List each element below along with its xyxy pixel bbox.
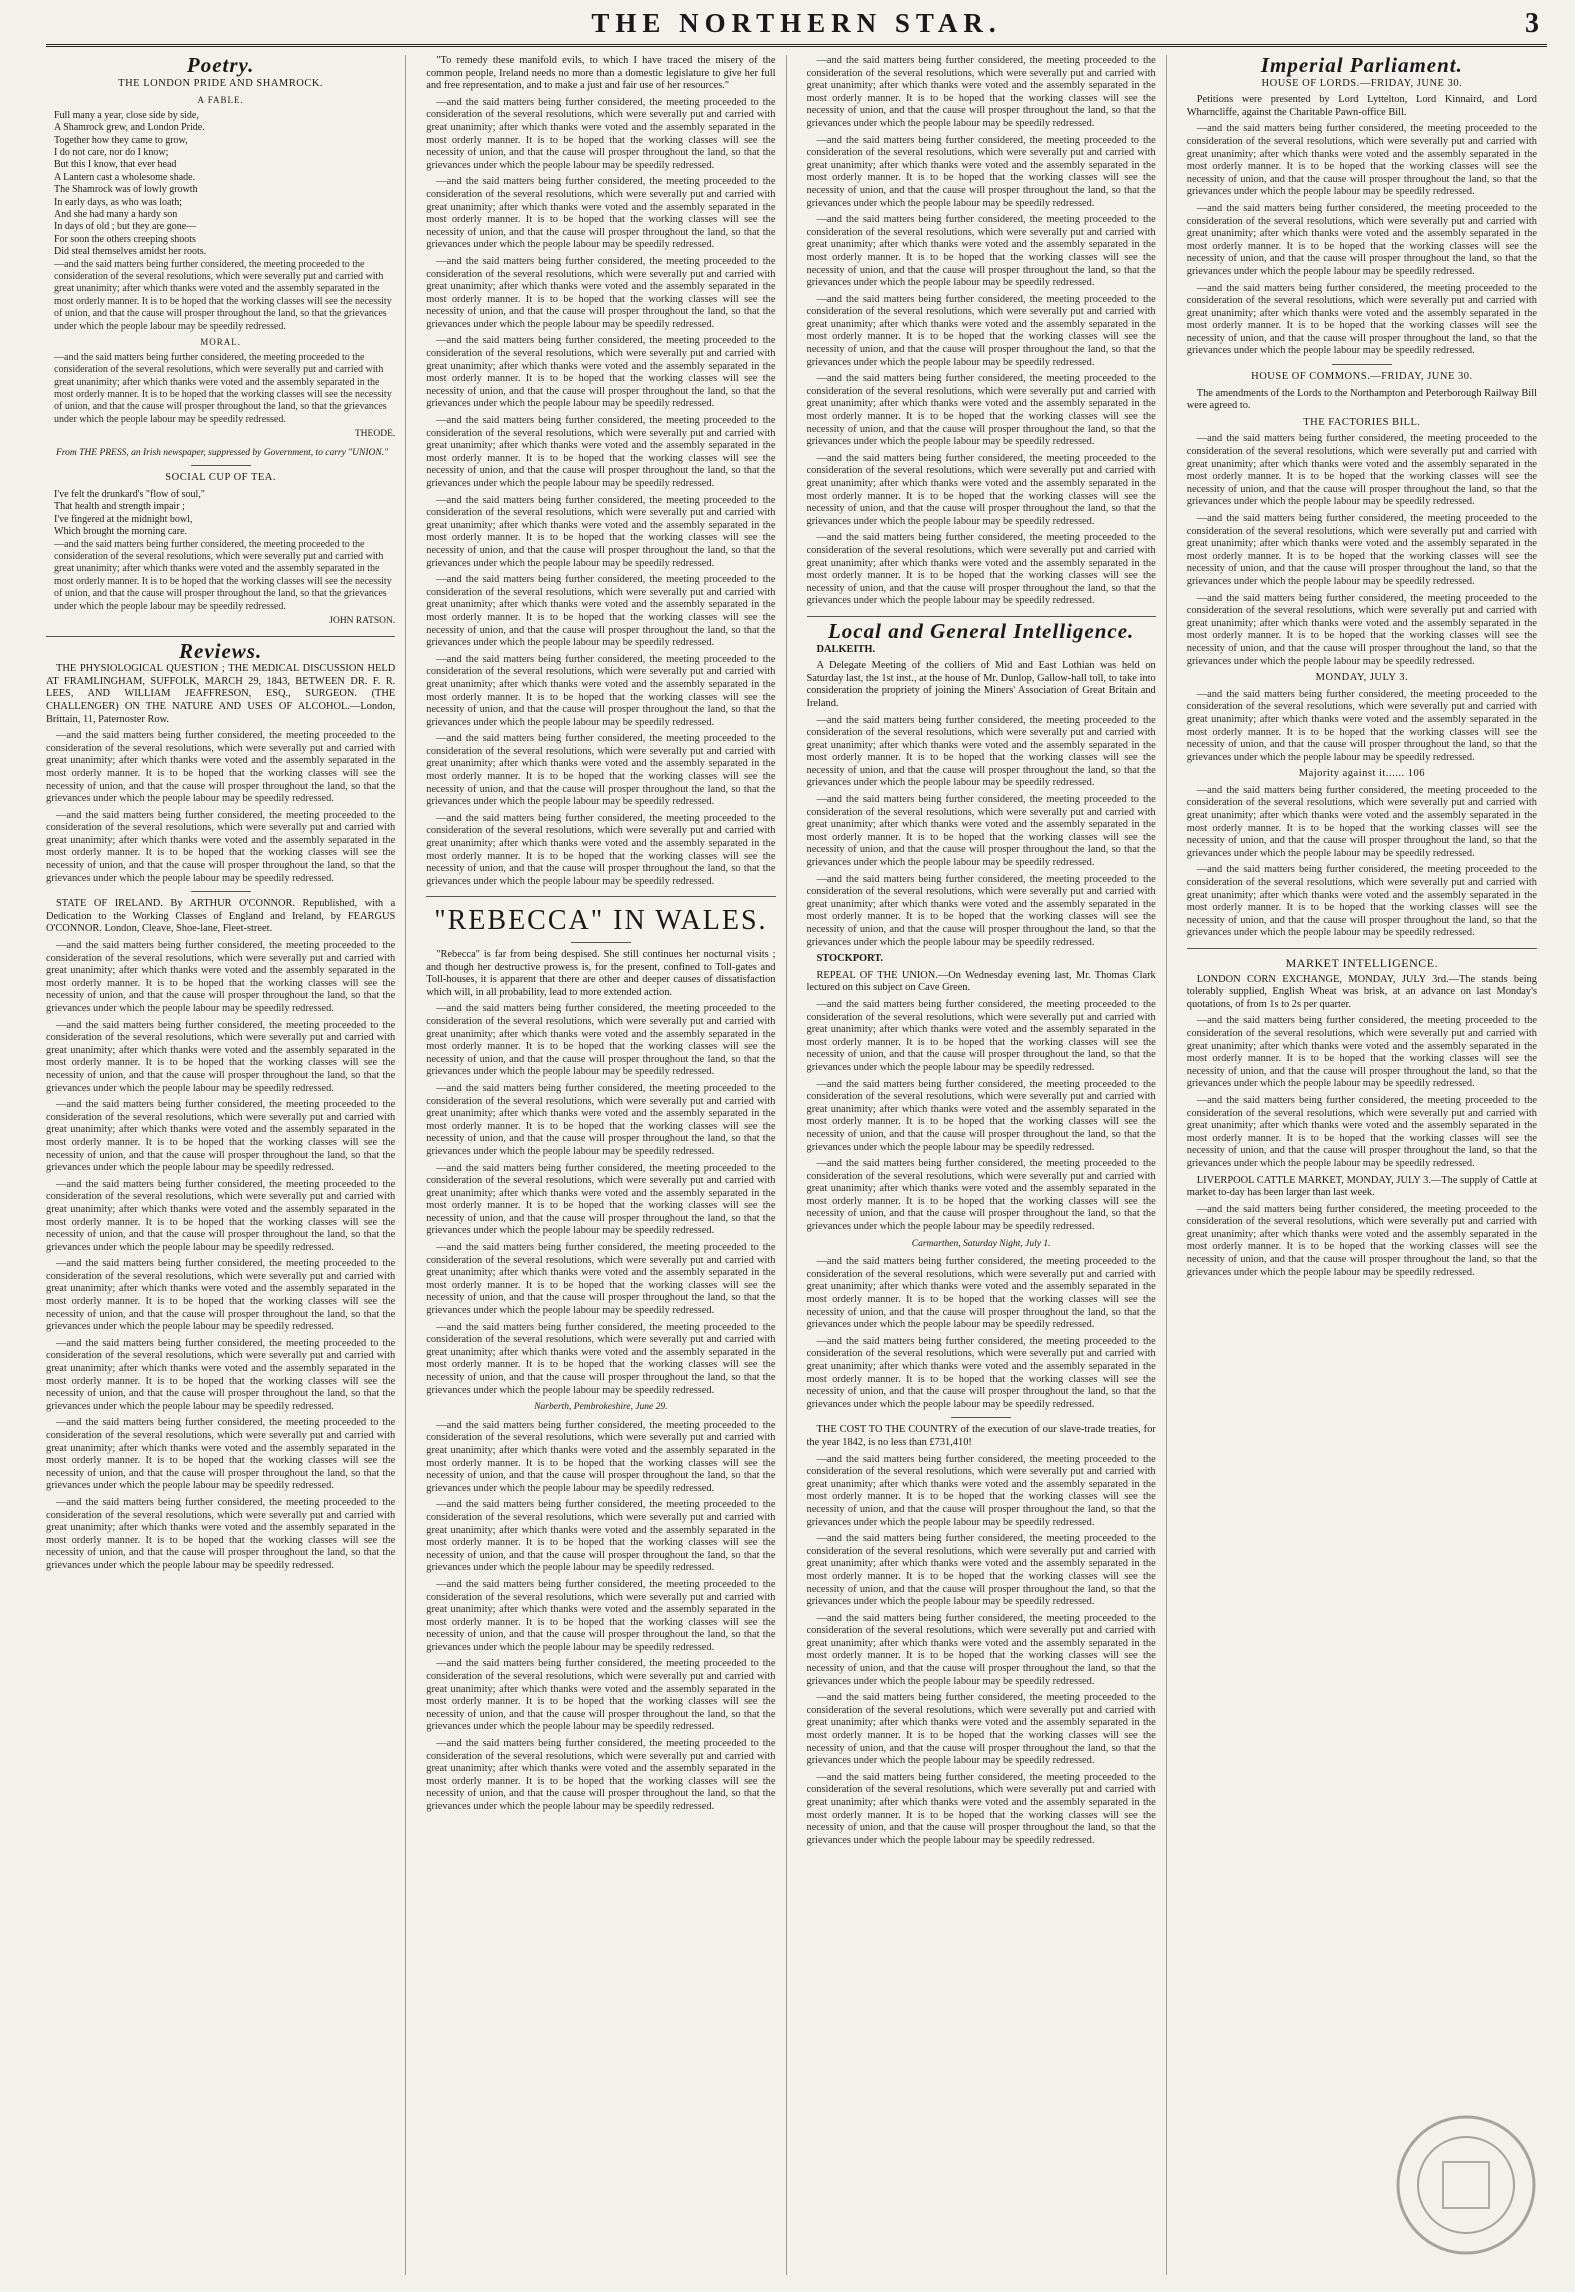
- article-body: —and the said matters being further considered, the meeting proceeded to the consideration of the several resolutions, which were severally put and carried with great unanimity; after which thanks were voted and the assembly separated in the most orderly manner. It is to be hoped that the working classes will see the necessity of union, and that the cause will prosper throughout the land, so that the grievances under which the people labour may be speedily redressed.: [426, 574, 776, 649]
- stockport-body: —and the said matters being further considered, the meeting proceeded to the consideration of the several resolutions, which were severally put and carried with great unanimity; after which thanks were voted and the assembly separated in the most orderly manner. It is to be hoped that the working classes will see the necessity of union, and that the cause will prosper throughout the land, so that the grievances under which the people labour may be speedily redressed.: [806, 998, 1156, 1073]
- stockport-heading: [807, 953, 1156, 966]
- newspaper-title: THE NORTHERN STAR.: [591, 8, 1002, 38]
- poem-subtitle: A FABLE.: [197, 95, 244, 106]
- review-2-body: —and the said matters being further considered, the meeting proceeded to the consideration of the several resolutions, which were severally put and carried with great unanimity; after which thanks were voted and the assembly separated in the most orderly manner. It is to be hoped that the working classes will see the necessity of union, and that the cause will prosper throughout the land, so that the grievances under which the people labour may be speedily redressed.: [46, 940, 396, 1014]
- columns: [46, 55, 1547, 2275]
- divider: [1332, 364, 1392, 365]
- article-body: —and the said matters being further considered, the meeting proceeded to the consideration of the several resolutions, which were severally put and carried with great unanimity; after which thanks were voted and the assembly separated in the most orderly manner. It is to be hoped that the working classes will see the necessity of union, and that the cause will prosper throughout the land, so that the grievances under which the people labour may be speedily redressed.: [426, 415, 776, 489]
- lords-text: Petitions were presented by Lord Lyttelton, Lord Kinnaird, and Lord Wharncliffe, against the Charitable Pawn-office Bill.: [1186, 94, 1537, 118]
- article-body: —and the said matters being further considered, the meeting proceeded to the consideration of the several resolutions, which were severally put and carried with great unanimity; after which thanks were voted and the assembly separated in the most orderly manner. It is to be hoped that the working classes will see the necessity of union, and that the cause will prosper throughout the land, so that the grievances under which the people labour may be speedily redressed.: [806, 293, 1156, 368]
- stockport-body: —and the said matters being further considered, the meeting proceeded to the consideration of the several resolutions, which were severally put and carried with great unanimity; after which thanks were voted and the assembly separated in the most orderly manner. It is to be hoped that the working classes will see the necessity of union, and that the cause will prosper throughout the land, so that the grievances under which the people labour may be speedily redressed.: [806, 1078, 1156, 1153]
- commons-body: —and the said matters being further considered, the meeting proceeded to the consideration of the several resolutions, which were severally put and carried with great unanimity; after which thanks were voted and the assembly separated in the most orderly manner. It is to be hoped that the working classes will see the necessity of union, and that the cause will prosper throughout the land, so that the grievances under which the people labour may be speedily redressed.: [1186, 433, 1537, 508]
- column-1: [46, 55, 406, 2275]
- article-intro: "To remedy these manifold evils, to which I have traced the misery of the common people, Ireland needs no more than a domestic legislature to give her full and free representation, and to make a just and fair use of her resources.": [426, 55, 776, 92]
- divider: [951, 1417, 1011, 1418]
- lords-heading: HOUSE OF LORDS.—FRIDAY, JUNE 30.: [1261, 77, 1463, 89]
- article-body: —and the said matters being further considered, the meeting proceeded to the consideration of the several resolutions, which were severally put and carried with great unanimity; after which thanks were voted and the assembly separated in the most orderly manner. It is to be hoped that the working classes will see the necessity of union, and that the cause will prosper throughout the land, so that the grievances under which the people labour may be speedily redressed.: [806, 1335, 1156, 1410]
- commons-body: —and the said matters being further considered, the meeting proceeded to the consideration of the several resolutions, which were severally put and carried with great unanimity; after which thanks were voted and the assembly separated in the most orderly manner. It is to be hoped that the working classes will see the necessity of union, and that the cause will prosper throughout the land, so that the grievances under which the people labour may be speedily redressed.: [1186, 688, 1537, 763]
- divider: [807, 616, 1156, 617]
- news-item: THE COST TO THE COUNTRY of the execution of our slave-trade treaties, for the year 1842, is no less than £731,410!: [806, 1424, 1156, 1448]
- news-item: —and the said matters being further considered, the meeting proceeded to the consideration of the several resolutions, which were severally put and carried with great unanimity; after which thanks were voted and the assembly separated in the most orderly manner. It is to be hoped that the working classes will see the necessity of union, and that the cause will prosper throughout the land, so that the grievances under which the people labour may be speedily redressed.: [806, 1771, 1156, 1846]
- article-body: —and the said matters being further considered, the meeting proceeded to the consideration of the several resolutions, which were severally put and carried with great unanimity; after which thanks were voted and the assembly separated in the most orderly manner. It is to be hoped that the working classes will see the necessity of union, and that the cause will prosper throughout the land, so that the grievances under which the people labour may be speedily redressed.: [426, 176, 776, 251]
- column-4: [1187, 55, 1547, 2275]
- divider: [426, 896, 775, 897]
- masthead: [46, 8, 1547, 47]
- article-body: —and the said matters being further considered, the meeting proceeded to the consideration of the several resolutions, which were severally put and carried with great unanimity; after which thanks were voted and the assembly separated in the most orderly manner. It is to be hoped that the working classes will see the necessity of union, and that the cause will prosper throughout the land, so that the grievances under which the people labour may be speedily redressed.: [806, 55, 1156, 129]
- article-body: —and the said matters being further considered, the meeting proceeded to the consideration of the several resolutions, which were severally put and carried with great unanimity; after which thanks were voted and the assembly separated in the most orderly manner. It is to be hoped that the working classes will see the necessity of union, and that the cause will prosper throughout the land, so that the grievances under which the people labour may be speedily redressed.: [806, 373, 1156, 448]
- dalkeith-text: A Delegate Meeting of the colliers of Mid and East Lothian was held on Saturday last, the 1st inst., at the house of Mr. Dunlop, Gallow-hall toll, to take into consideration the propriety of joining the Miners' Association of Great Britain and Ireland.: [806, 660, 1156, 709]
- dalkeith-heading: [807, 644, 1156, 657]
- rebecca-body: —and the said matters being further considered, the meeting proceeded to the consideration of the several resolutions, which were severally put and carried with great unanimity; after which thanks were voted and the assembly separated in the most orderly manner. It is to be hoped that the working classes will see the necessity of union, and that the cause will prosper throughout the land, so that the grievances under which the people labour may be speedily redressed.: [426, 1578, 776, 1653]
- rebecca-body: —and the said matters being further considered, the meeting proceeded to the consideration of the several resolutions, which were severally put and carried with great unanimity; after which thanks were voted and the assembly separated in the most orderly manner. It is to be hoped that the working classes will see the necessity of union, and that the cause will prosper throughout the land, so that the grievances under which the people labour may be speedily redressed.: [426, 1658, 776, 1733]
- article-body: —and the said matters being further considered, the meeting proceeded to the consideration of the several resolutions, which were severally put and carried with great unanimity; after which thanks were voted and the assembly separated in the most orderly manner. It is to be hoped that the working classes will see the necessity of union, and that the cause will prosper throughout the land, so that the grievances under which the people labour may be speedily redressed.: [806, 134, 1156, 209]
- liverpool-market: LIVERPOOL CATTLE MARKET, MONDAY, JULY 3.—The supply of Cattle at market to-day has been larger than last week.: [1186, 1174, 1537, 1199]
- review-2-body: —and the said matters being further considered, the meeting proceeded to the consideration of the several resolutions, which were severally put and carried with great unanimity; after which thanks were voted and the assembly separated in the most orderly manner. It is to be hoped that the working classes will see the necessity of union, and that the cause will prosper throughout the land, so that the grievances under which the people labour may be speedily redressed.: [46, 1496, 396, 1571]
- divider: [46, 636, 395, 637]
- article-body: —and the said matters being further considered, the meeting proceeded to the consideration of the several resolutions, which were severally put and carried with great unanimity; after which thanks were voted and the assembly separated in the most orderly manner. It is to be hoped that the working classes will see the necessity of union, and that the cause will prosper throughout the land, so that the grievances under which the people labour may be speedily redressed.: [806, 1256, 1156, 1331]
- commons-body: —and the said matters being further considered, the meeting proceeded to the consideration of the several resolutions, which were severally put and carried with great unanimity; after which thanks were voted and the assembly separated in the most orderly manner. It is to be hoped that the working classes will see the necessity of union, and that the cause will prosper throughout the land, so that the grievances under which the people labour may be speedily redressed.: [1186, 864, 1537, 939]
- review-2-body: —and the said matters being further considered, the meeting proceeded to the consideration of the several resolutions, which were severally put and carried with great unanimity; after which thanks were voted and the assembly separated in the most orderly manner. It is to be hoped that the working classes will see the necessity of union, and that the cause will prosper throughout the land, so that the grievances under which the people labour may be speedily redressed.: [46, 1337, 396, 1412]
- library-stamp: [1391, 2110, 1541, 2260]
- rebecca-heading: "REBECCA" IN WALES.: [434, 905, 768, 937]
- parliament-heading: Imperial Parliament.: [1260, 55, 1463, 77]
- market-body: —and the said matters being further considered, the meeting proceeded to the consideration of the several resolutions, which were severally put and carried with great unanimity; after which thanks were voted and the assembly separated in the most orderly manner. It is to be hoped that the working classes will see the necessity of union, and that the cause will prosper throughout the land, so that the grievances under which the people labour may be speedily redressed.: [1186, 1203, 1537, 1278]
- market-body: —and the said matters being further considered, the meeting proceeded to the consideration of the several resolutions, which were severally put and carried with great unanimity; after which thanks were voted and the assembly separated in the most orderly manner. It is to be hoped that the working classes will see the necessity of union, and that the cause will prosper throughout the land, so that the grievances under which the people labour may be speedily redressed.: [1186, 1015, 1537, 1090]
- news-item: —and the said matters being further considered, the meeting proceeded to the consideration of the several resolutions, which were severally put and carried with great unanimity; after which thanks were voted and the assembly separated in the most orderly manner. It is to be hoped that the working classes will see the necessity of union, and that the cause will prosper throughout the land, so that the grievances under which the people labour may be speedily redressed.: [806, 1612, 1156, 1687]
- poem2-continuation: —and the said matters being further considered, the meeting proceeded to the consideration of the several resolutions, which were severally put and carried with great unanimity; after which thanks were voted and the assembly separated in the most orderly manner. It is to be hoped that the working classes will see the necessity of union, and that the cause will prosper throughout the land, so that the grievances under which the people labour may be speedily redressed.: [54, 538, 392, 612]
- article-body: —and the said matters being further considered, the meeting proceeded to the consideration of the several resolutions, which were severally put and carried with great unanimity; after which thanks were voted and the assembly separated in the most orderly manner. It is to be hoped that the working classes will see the necessity of union, and that the cause will prosper throughout the land, so that the grievances under which the people labour may be speedily redressed.: [426, 494, 776, 569]
- poem2-text: I've felt the drunkard's "flow of soul," That health and strength impair ; I've fingered at the midnight bowl, Which brought the morning care.: [54, 488, 205, 538]
- market-text: LONDON CORN EXCHANGE, MONDAY, JULY 3rd.—The stands being tolerably supplied, English Wheat was brisk, at an advance on last Monday's quotations, of from 1s to 2s per quarter.: [1186, 973, 1537, 1010]
- article-body: —and the said matters being further considered, the meeting proceeded to the consideration of the several resolutions, which were severally put and carried with great unanimity; after which thanks were voted and the assembly separated in the most orderly manner. It is to be hoped that the working classes will see the necessity of union, and that the cause will prosper throughout the land, so that the grievances under which the people labour may be speedily redressed.: [426, 96, 776, 171]
- stockport-text: REPEAL OF THE UNION.—On Wednesday evening last, Mr. Thomas Clark lectured on this subject on Cave Green.: [806, 969, 1156, 994]
- dalkeith-title: DALKEITH.: [816, 643, 876, 655]
- dateline: Carmarthen, Saturday Night, July 1.: [911, 1238, 1051, 1249]
- article-body: —and the said matters being further considered, the meeting proceeded to the consideration of the several resolutions, which were severally put and carried with great unanimity; after which thanks were voted and the assembly separated in the most orderly manner. It is to be hoped that the working classes will see the necessity of union, and that the cause will prosper throughout the land, so that the grievances under which the people labour may be speedily redressed.: [426, 812, 776, 887]
- rebecca-body: —and the said matters being further considered, the meeting proceeded to the consideration of the several resolutions, which were severally put and carried with great unanimity; after which thanks were voted and the assembly separated in the most orderly manner. It is to be hoped that the working classes will see the necessity of union, and that the cause will prosper throughout the land, so that the grievances under which the people labour may be speedily redressed.: [426, 1499, 776, 1574]
- commons-text: The amendments of the Lords to the Northampton and Peterborough Railway Bill were agreed to.: [1186, 387, 1537, 412]
- divider: [1187, 948, 1537, 949]
- rebecca-body: —and the said matters being further considered, the meeting proceeded to the consideration of the several resolutions, which were severally put and carried with great unanimity; after which thanks were voted and the assembly separated in the most orderly manner. It is to be hoped that the working classes will see the necessity of union, and that the cause will prosper throughout the land, so that the grievances under which the people labour may be speedily redressed.: [426, 1003, 776, 1078]
- reviews-heading: Reviews.: [179, 638, 263, 663]
- poem-title: THE LONDON PRIDE AND SHAMROCK.: [118, 77, 324, 89]
- rebecca-body: —and the said matters being further considered, the meeting proceeded to the consideration of the several resolutions, which were severally put and carried with great unanimity; after which thanks were voted and the assembly separated in the most orderly manner. It is to be hoped that the working classes will see the necessity of union, and that the cause will prosper throughout the land, so that the grievances under which the people labour may be speedily redressed.: [426, 1321, 776, 1396]
- article-body: —and the said matters being further considered, the meeting proceeded to the consideration of the several resolutions, which were severally put and carried with great unanimity; after which thanks were voted and the assembly separated in the most orderly manner. It is to be hoped that the working classes will see the necessity of union, and that the cause will prosper throughout the land, so that the grievances under which the people labour may be speedily redressed.: [806, 214, 1156, 289]
- divider: [191, 465, 251, 466]
- article-body: —and the said matters being further considered, the meeting proceeded to the consideration of the several resolutions, which were severally put and carried with great unanimity; after which thanks were voted and the assembly separated in the most orderly manner. It is to be hoped that the working classes will see the necessity of union, and that the cause will prosper throughout the land, so that the grievances under which the people labour may be speedily redressed.: [426, 653, 776, 728]
- poem-moral: MORAL.: [200, 337, 241, 348]
- rebecca-body: —and the said matters being further considered, the meeting proceeded to the consideration of the several resolutions, which were severally put and carried with great unanimity; after which thanks were voted and the assembly separated in the most orderly manner. It is to be hoped that the working classes will see the necessity of union, and that the cause will prosper throughout the land, so that the grievances under which the people labour may be speedily redressed.: [426, 1242, 776, 1317]
- news-item: —and the said matters being further considered, the meeting proceeded to the consideration of the several resolutions, which were severally put and carried with great unanimity; after which thanks were voted and the assembly separated in the most orderly manner. It is to be hoped that the working classes will see the necessity of union, and that the cause will prosper throughout the land, so that the grievances under which the people labour may be speedily redressed.: [806, 1533, 1156, 1608]
- poem-signature: THEODE.: [354, 429, 396, 440]
- poetry-heading: Poetry.: [186, 55, 255, 77]
- divider: [191, 891, 251, 892]
- market-body: —and the said matters being further considered, the meeting proceeded to the consideration of the several resolutions, which were severally put and carried with great unanimity; after which thanks were voted and the assembly separated in the most orderly manner. It is to be hoped that the working classes will see the necessity of union, and that the cause will prosper throughout the land, so that the grievances under which the people labour may be speedily redressed.: [1186, 1094, 1537, 1169]
- dalkeith-body: —and the said matters being further considered, the meeting proceeded to the consideration of the several resolutions, which were severally put and carried with great unanimity; after which thanks were voted and the assembly separated in the most orderly manner. It is to be hoped that the working classes will see the necessity of union, and that the cause will prosper throughout the land, so that the grievances under which the people labour may be speedily redressed.: [806, 714, 1156, 789]
- commons-heading: HOUSE OF COMMONS.—FRIDAY, JUNE 30.: [1251, 371, 1473, 383]
- news-item: —and the said matters being further considered, the meeting proceeded to the consideration of the several resolutions, which were severally put and carried with great unanimity; after which thanks were voted and the assembly separated in the most orderly manner. It is to be hoped that the working classes will see the necessity of union, and that the cause will prosper throughout the land, so that the grievances under which the people labour may be speedily redressed.: [806, 1692, 1156, 1767]
- review-1-body: —and the said matters being further considered, the meeting proceeded to the consideration of the several resolutions, which were severally put and carried with great unanimity; after which thanks were voted and the assembly separated in the most orderly manner. It is to be hoped that the working classes will see the necessity of union, and that the cause will prosper throughout the land, so that the grievances under which the people labour may be speedily redressed.: [46, 809, 396, 884]
- review-2-body: —and the said matters being further considered, the meeting proceeded to the consideration of the several resolutions, which were severally put and carried with great unanimity; after which thanks were voted and the assembly separated in the most orderly manner. It is to be hoped that the working classes will see the necessity of union, and that the cause will prosper throughout the land, so that the grievances under which the people labour may be speedily redressed.: [46, 1099, 396, 1174]
- lords-body: —and the said matters being further considered, the meeting proceeded to the consideration of the several resolutions, which were severally put and carried with great unanimity; after which thanks were voted and the assembly separated in the most orderly manner. It is to be hoped that the working classes will see the necessity of union, and that the cause will prosper throughout the land, so that the grievances under which the people labour may be speedily redressed.: [1186, 202, 1537, 277]
- article-body: —and the said matters being further considered, the meeting proceeded to the consideration of the several resolutions, which were severally put and carried with great unanimity; after which thanks were voted and the assembly separated in the most orderly manner. It is to be hoped that the working classes will see the necessity of union, and that the cause will prosper throughout the land, so that the grievances under which the people labour may be speedily redressed.: [806, 452, 1156, 527]
- rebecca-body: —and the said matters being further considered, the meeting proceeded to the consideration of the several resolutions, which were severally put and carried with great unanimity; after which thanks were voted and the assembly separated in the most orderly manner. It is to be hoped that the working classes will see the necessity of union, and that the cause will prosper throughout the land, so that the grievances under which the people labour may be speedily redressed.: [426, 1419, 776, 1494]
- poem2-signature: JOHN RATSON.: [329, 615, 396, 626]
- review-2-heading: STATE OF IRELAND. By ARTHUR O'CONNOR. Republished, with a Dedication to the Working Classes of England and Ireland, by FEARGUS O'CONNOR. London, Cleave, Shoe-lane, Fleet-street.: [46, 898, 396, 935]
- review-2-body: —and the said matters being further considered, the meeting proceeded to the consideration of the several resolutions, which were severally put and carried with great unanimity; after which thanks were voted and the assembly separated in the most orderly manner. It is to be hoped that the working classes will see the necessity of union, and that the cause will prosper throughout the land, so that the grievances under which the people labour may be speedily redressed.: [46, 1019, 396, 1094]
- local-intelligence-heading: Local and General Intelligence.: [827, 618, 1135, 643]
- article-body: —and the said matters being further considered, the meeting proceeded to the consideration of the several resolutions, which were severally put and carried with great unanimity; after which thanks were voted and the assembly separated in the most orderly manner. It is to be hoped that the working classes will see the necessity of union, and that the cause will prosper throughout the land, so that the grievances under which the people labour may be speedily redressed.: [426, 733, 776, 808]
- dalkeith-body: —and the said matters being further considered, the meeting proceeded to the consideration of the several resolutions, which were severally put and carried with great unanimity; after which thanks were voted and the assembly separated in the most orderly manner. It is to be hoped that the working classes will see the necessity of union, and that the cause will prosper throughout the land, so that the grievances under which the people labour may be speedily redressed.: [806, 873, 1156, 948]
- rebecca-lead: "Rebecca" is far from being despised. She still continues her nocturnal visits ; and though her destructive prowess is, for the present, confined to Toll-gates and Toll-houses, it is apparent that there are other and deeper causes of dissatisfaction which will, in all probability, lead to more extended action.: [426, 949, 776, 998]
- review-2-body: —and the said matters being further considered, the meeting proceeded to the consideration of the several resolutions, which were severally put and carried with great unanimity; after which thanks were voted and the assembly separated in the most orderly manner. It is to be hoped that the working classes will see the necessity of union, and that the cause will prosper throughout the land, so that the grievances under which the people labour may be speedily redressed.: [46, 1258, 396, 1333]
- page-number: 3: [1525, 8, 1539, 39]
- poem-note: From THE PRESS, an Irish newspaper, suppressed by Government, to carry "UNION.": [56, 447, 389, 458]
- poem2-title: SOCIAL CUP OF TEA.: [165, 472, 276, 484]
- market-heading: MARKET INTELLIGENCE.: [1285, 956, 1439, 970]
- poem-continuation: —and the said matters being further considered, the meeting proceeded to the consideration of the several resolutions, which were severally put and carried with great unanimity; after which thanks were voted and the assembly separated in the most orderly manner. It is to be hoped that the working classes will see the necessity of union, and that the cause will prosper throughout the land, so that the grievances under which the people labour may be speedily redressed.: [54, 258, 392, 332]
- lords-body: —and the said matters being further considered, the meeting proceeded to the consideration of the several resolutions, which were severally put and carried with great unanimity; after which thanks were voted and the assembly separated in the most orderly manner. It is to be hoped that the working classes will see the necessity of union, and that the cause will prosper throughout the land, so that the grievances under which the people labour may be speedily redressed.: [1186, 123, 1537, 198]
- dateline: Narberth, Pembrokeshire, June 29.: [534, 1402, 668, 1413]
- news-item: —and the said matters being further considered, the meeting proceeded to the consideration of the several resolutions, which were severally put and carried with great unanimity; after which thanks were voted and the assembly separated in the most orderly manner. It is to be hoped that the working classes will see the necessity of union, and that the cause will prosper throughout the land, so that the grievances under which the people labour may be speedily redressed.: [806, 1453, 1156, 1528]
- dalkeith-body: —and the said matters being further considered, the meeting proceeded to the consideration of the several resolutions, which were severally put and carried with great unanimity; after which thanks were voted and the assembly separated in the most orderly manner. It is to be hoped that the working classes will see the necessity of union, and that the cause will prosper throughout the land, so that the grievances under which the people labour may be speedily redressed.: [806, 794, 1156, 869]
- article-body: —and the said matters being further considered, the meeting proceeded to the consideration of the several resolutions, which were severally put and carried with great unanimity; after which thanks were voted and the assembly separated in the most orderly manner. It is to be hoped that the working classes will see the necessity of union, and that the cause will prosper throughout the land, so that the grievances under which the people labour may be speedily redressed.: [426, 255, 776, 330]
- review-2-body: —and the said matters being further considered, the meeting proceeded to the consideration of the several resolutions, which were severally put and carried with great unanimity; after which thanks were voted and the assembly separated in the most orderly manner. It is to be hoped that the working classes will see the necessity of union, and that the cause will prosper throughout the land, so that the grievances under which the people labour may be speedily redressed.: [46, 1417, 396, 1492]
- rebecca-body: —and the said matters being further considered, the meeting proceeded to the consideration of the several resolutions, which were severally put and carried with great unanimity; after which thanks were voted and the assembly separated in the most orderly manner. It is to be hoped that the working classes will see the necessity of union, and that the cause will prosper throughout the land, so that the grievances under which the people labour may be speedily redressed.: [426, 1738, 776, 1812]
- stockport-title: STOCKPORT.: [816, 953, 884, 965]
- division-result: Majority against it...... 106: [1298, 768, 1425, 780]
- stockport-body: —and the said matters being further considered, the meeting proceeded to the consideration of the several resolutions, which were severally put and carried with great unanimity; after which thanks were voted and the assembly separated in the most orderly manner. It is to be hoped that the working classes will see the necessity of union, and that the cause will prosper throughout the land, so that the grievances under which the people labour may be speedily redressed.: [806, 1158, 1156, 1233]
- article-body: —and the said matters being further considered, the meeting proceeded to the consideration of the several resolutions, which were severally put and carried with great unanimity; after which thanks were voted and the assembly separated in the most orderly manner. It is to be hoped that the working classes will see the necessity of union, and that the cause will prosper throughout the land, so that the grievances under which the people labour may be speedily redressed.: [806, 532, 1156, 607]
- column-3: [807, 55, 1167, 2275]
- monday-heading: MONDAY, JULY 3.: [1315, 672, 1409, 684]
- factories-heading: THE FACTORIES BILL.: [1303, 416, 1421, 428]
- commons-body: —and the said matters being further considered, the meeting proceeded to the consideration of the several resolutions, which were severally put and carried with great unanimity; after which thanks were voted and the assembly separated in the most orderly manner. It is to be hoped that the working classes will see the necessity of union, and that the cause will prosper throughout the land, so that the grievances under which the people labour may be speedily redressed.: [1186, 784, 1537, 859]
- divider: [571, 942, 631, 943]
- commons-body: —and the said matters being further considered, the meeting proceeded to the consideration of the several resolutions, which were severally put and carried with great unanimity; after which thanks were voted and the assembly separated in the most orderly manner. It is to be hoped that the working classes will see the necessity of union, and that the cause will prosper throughout the land, so that the grievances under which the people labour may be speedily redressed.: [1186, 592, 1537, 667]
- article-body: —and the said matters being further considered, the meeting proceeded to the consideration of the several resolutions, which were severally put and carried with great unanimity; after which thanks were voted and the assembly separated in the most orderly manner. It is to be hoped that the working classes will see the necessity of union, and that the cause will prosper throughout the land, so that the grievances under which the people labour may be speedily redressed.: [426, 335, 776, 410]
- review-1-body: —and the said matters being further considered, the meeting proceeded to the consideration of the several resolutions, which were severally put and carried with great unanimity; after which thanks were voted and the assembly separated in the most orderly manner. It is to be hoped that the working classes will see the necessity of union, and that the cause will prosper throughout the land, so that the grievances under which the people labour may be speedily redressed.: [46, 730, 396, 805]
- poem-text: Full many a year, close side by side, A Shamrock grew, and London Pride. Together how they came to grow, I do not care, nor do I know; But this I know, that ever head A Lantern cast a wholesome shade. The Shamrock was of lowly growth In early days, as who was loath; And she had many a hardy son In days of old ; but they are gone— For soon the others creeping shoots Did steal themselves amidst her roots.: [54, 109, 207, 258]
- rebecca-body: —and the said matters being further considered, the meeting proceeded to the consideration of the several resolutions, which were severally put and carried with great unanimity; after which thanks were voted and the assembly separated in the most orderly manner. It is to be hoped that the working classes will see the necessity of union, and that the cause will prosper throughout the land, so that the grievances under which the people labour may be speedily redressed.: [426, 1162, 776, 1237]
- rebecca-body: —and the said matters being further considered, the meeting proceeded to the consideration of the several resolutions, which were severally put and carried with great unanimity; after which thanks were voted and the assembly separated in the most orderly manner. It is to be hoped that the working classes will see the necessity of union, and that the cause will prosper throughout the land, so that the grievances under which the people labour may be speedily redressed.: [426, 1082, 776, 1157]
- commons-body: —and the said matters being further considered, the meeting proceeded to the consideration of the several resolutions, which were severally put and carried with great unanimity; after which thanks were voted and the assembly separated in the most orderly manner. It is to be hoped that the working classes will see the necessity of union, and that the cause will prosper throughout the land, so that the grievances under which the people labour may be speedily redressed.: [1186, 513, 1537, 587]
- review-1-heading: THE PHYSIOLOGICAL QUESTION ; THE MEDICAL DISCUSSION HELD AT FRAMLINGHAM, SUFFOLK, MARCH 29, 1843, BETWEEN DR. F. R. LEES, AND WILLIAM JEAFFRESON, ESQ., SURGEON. (THE CHALLENGER) ON THE NATURE AND USES OF ALCOHOL.—London, Brittain, 11, Paternoster Row.: [46, 663, 396, 725]
- review-2-body: —and the said matters being further considered, the meeting proceeded to the consideration of the several resolutions, which were severally put and carried with great unanimity; after which thanks were voted and the assembly separated in the most orderly manner. It is to be hoped that the working classes will see the necessity of union, and that the cause will prosper throughout the land, so that the grievances under which the people labour may be speedily redressed.: [46, 1178, 396, 1253]
- column-2: [426, 55, 786, 2275]
- lords-body: —and the said matters being further considered, the meeting proceeded to the consideration of the several resolutions, which were severally put and carried with great unanimity; after which thanks were voted and the assembly separated in the most orderly manner. It is to be hoped that the working classes will see the necessity of union, and that the cause will prosper throughout the land, so that the grievances under which the people labour may be speedily redressed.: [1186, 282, 1537, 357]
- moral-text: —and the said matters being further considered, the meeting proceeded to the consideration of the several resolutions, which were severally put and carried with great unanimity; after which thanks were voted and the assembly separated in the most orderly manner. It is to be hoped that the working classes will see the necessity of union, and that the cause will prosper throughout the land, so that the grievances under which the people labour may be speedily redressed.: [54, 351, 392, 425]
